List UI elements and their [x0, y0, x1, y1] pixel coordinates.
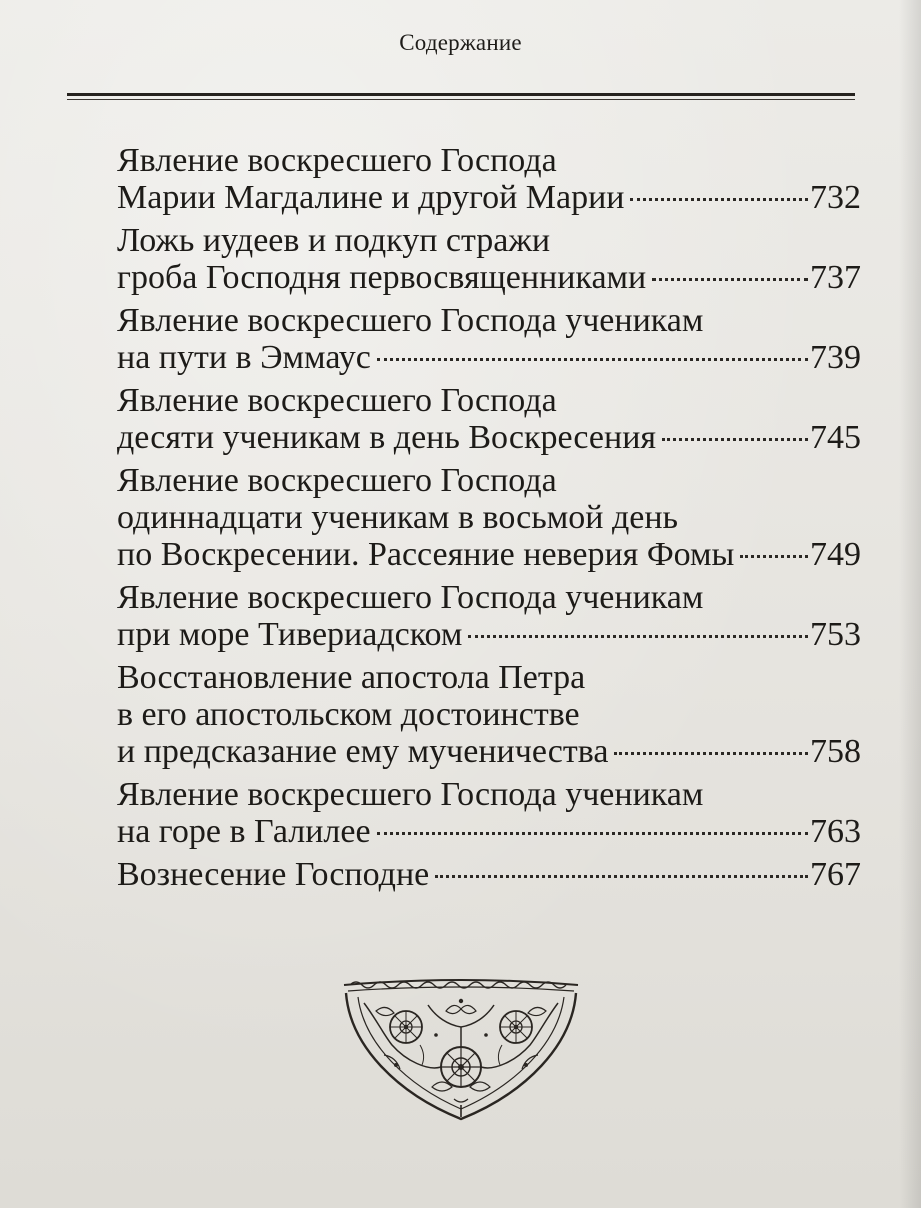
page-number: 753 [810, 616, 861, 653]
toc-entry-title-line: Явление воскресшего Господа [117, 462, 557, 499]
toc-entry-last-line [117, 419, 861, 456]
page-number: 763 [810, 813, 861, 850]
toc-entry [117, 776, 861, 850]
toc-entry [117, 142, 861, 216]
page-number: 745 [810, 419, 861, 456]
toc-entry [117, 659, 861, 770]
toc-entry-title-line: гроба Господня первосвященниками [117, 259, 647, 296]
toc-entry-title-line: на пути в Эммаус [117, 339, 371, 376]
toc-entry-title-line: Явление воскресшего Господа ученикам [117, 579, 704, 616]
toc-entry-last-line [117, 536, 861, 573]
dot-leader [614, 752, 808, 755]
toc-entry-title-line: Ложь иудеев и подкуп стражи [117, 222, 551, 259]
page-number: 737 [810, 259, 861, 296]
header-rule-thin [67, 99, 855, 100]
toc-entry [117, 579, 861, 653]
toc-entry-last-line [117, 179, 861, 216]
header-rule-thick [67, 93, 855, 96]
page-number: 749 [810, 536, 861, 573]
floral-tailpiece-ornament-icon [336, 975, 586, 1123]
toc-entry-title-line: Явление воскресшего Господа ученикам [117, 776, 704, 813]
page-edge-shadow [899, 0, 921, 1208]
toc-entry [117, 382, 861, 456]
dot-leader [630, 198, 808, 201]
toc-entry-last-line [117, 813, 861, 850]
toc-entry-title-line: по Воскресении. Рассеяние неверия Фомы [117, 536, 735, 573]
toc-entry-title-line: одиннадцати ученикам в восьмой день [117, 499, 679, 536]
dot-leader [435, 875, 808, 878]
page-number: 758 [810, 733, 861, 770]
page-number: 739 [810, 339, 861, 376]
table-of-contents [117, 142, 861, 899]
dot-leader [468, 635, 808, 638]
dot-leader [740, 555, 808, 558]
toc-entry-last-line [117, 733, 861, 770]
page-number: 767 [810, 856, 861, 893]
toc-entry-title-line: в его апостольском достоинстве [117, 696, 580, 733]
page-number: 732 [810, 179, 861, 216]
dot-leader [652, 278, 808, 281]
toc-entry-title-line: Явление воскресшего Господа [117, 382, 557, 419]
toc-entry-title-line: десяти ученикам в день Воскресения [117, 419, 657, 456]
dot-leader [662, 438, 808, 441]
toc-entry-title-line: Марии Магдалине и другой Марии [117, 179, 625, 216]
dot-leader [377, 358, 808, 361]
toc-entry-title-line: на горе в Галилее [117, 813, 371, 850]
toc-entry-title-line: при море Тивериадском [117, 616, 463, 653]
toc-entry-title-line: Вознесение Господне [117, 856, 430, 893]
toc-entry-last-line [117, 259, 861, 296]
toc-entry-last-line [117, 616, 861, 653]
toc-entry-title-line: Явление воскресшего Господа [117, 142, 557, 179]
running-head: Содержание [399, 30, 522, 55]
toc-entry-title-line: и предсказание ему мученичества [117, 733, 609, 770]
dot-leader [377, 832, 808, 835]
toc-entry [117, 462, 861, 573]
toc-entry-title-line: Явление воскресшего Господа ученикам [117, 302, 704, 339]
toc-entry [117, 856, 861, 893]
toc-entry [117, 222, 861, 296]
toc-entry-last-line [117, 856, 861, 893]
toc-entry-title-line: Восстановление апостола Петра [117, 659, 586, 696]
toc-entry [117, 302, 861, 376]
toc-entry-last-line [117, 339, 861, 376]
